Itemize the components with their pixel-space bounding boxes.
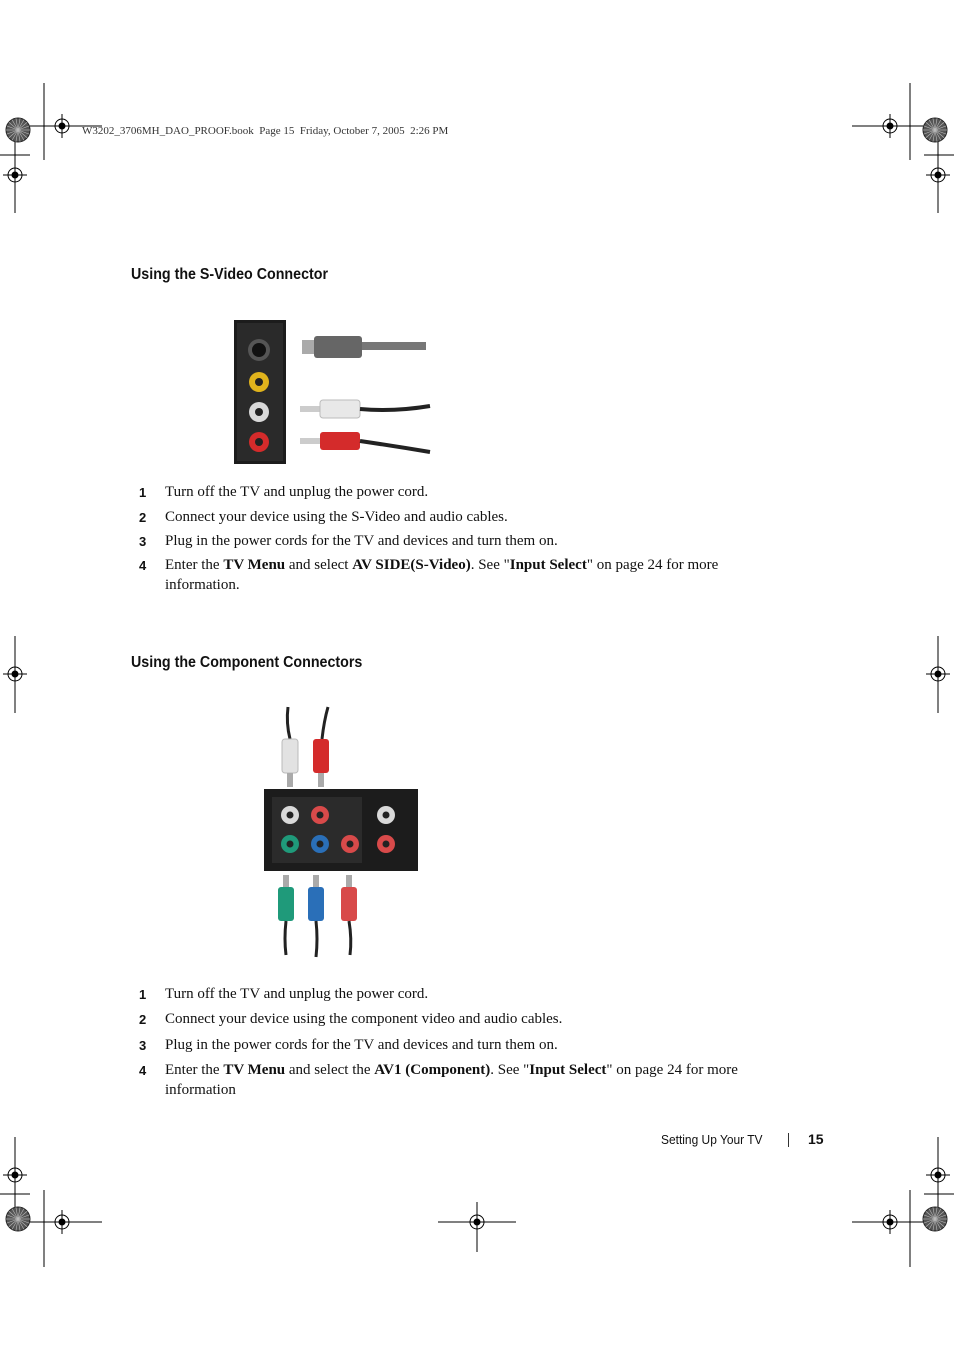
step-text-segment: " on page 24 for more information. (165, 557, 719, 593)
step-text (165, 508, 765, 528)
step-number: 3 (139, 534, 147, 549)
step-number: 2 (139, 510, 147, 525)
step-number: 1 (139, 987, 147, 1002)
step-text (165, 483, 765, 503)
ui-term: AV1 (Component) (374, 1062, 491, 1078)
ui-term: AV SIDE(S-Video) (352, 557, 471, 573)
step-text (165, 985, 765, 1005)
step-text-segment: and select the (285, 1062, 375, 1078)
step-number: 1 (139, 485, 147, 500)
ui-term: Input Select (509, 557, 587, 573)
section-title-svideo: Using the S-Video Connector (131, 266, 329, 283)
svideo-connector-illustration (234, 320, 434, 465)
step-number: 3 (139, 1038, 147, 1053)
step-number: 4 (139, 558, 147, 573)
step-text-segment: . See " (470, 557, 510, 573)
footer-divider (788, 1133, 789, 1147)
step-text-segment: Turn off the TV and unplug the power cord. (165, 484, 429, 500)
step-text-segment: Plug in the power cords for the TV and devices and turn them on. (165, 533, 558, 549)
step-text-segment: Plug in the power cords for the TV and devices and turn them on. (165, 1037, 558, 1053)
step-number: 2 (139, 1012, 147, 1027)
section-title-component: Using the Component Connectors (131, 654, 363, 671)
step-text-segment: Enter the (165, 1062, 224, 1078)
step-text-segment: Connect your device using the component video and audio cables. (165, 1011, 563, 1027)
step-text-segment: Connect your device using the S-Video and audio cables. (165, 509, 508, 525)
step-text-segment: " on page 24 for more information (165, 1062, 738, 1098)
step-text-segment: . See " (490, 1062, 530, 1078)
page-number: 15 (808, 1131, 824, 1147)
step-text (165, 532, 765, 552)
step-text-segment: Turn off the TV and unplug the power cord. (165, 986, 429, 1002)
step-text-segment: and select (285, 557, 353, 573)
ui-term: TV Menu (223, 557, 286, 573)
step-number: 4 (139, 1063, 147, 1078)
ui-term: TV Menu (223, 1062, 286, 1078)
step-text (165, 1036, 765, 1056)
print-slug: W3202_3706MH_DAO_PROOF.book Page 15 Friday, October 7, 2005 2:26 PM (82, 125, 449, 137)
step-text-segment: Enter the (165, 557, 224, 573)
component-connector-illustration (262, 703, 422, 963)
ui-term: Input Select (529, 1062, 607, 1078)
step-text (165, 1061, 765, 1100)
step-text (165, 556, 765, 595)
step-text (165, 1010, 765, 1030)
footer-section-name: Setting Up Your TV (661, 1132, 763, 1147)
